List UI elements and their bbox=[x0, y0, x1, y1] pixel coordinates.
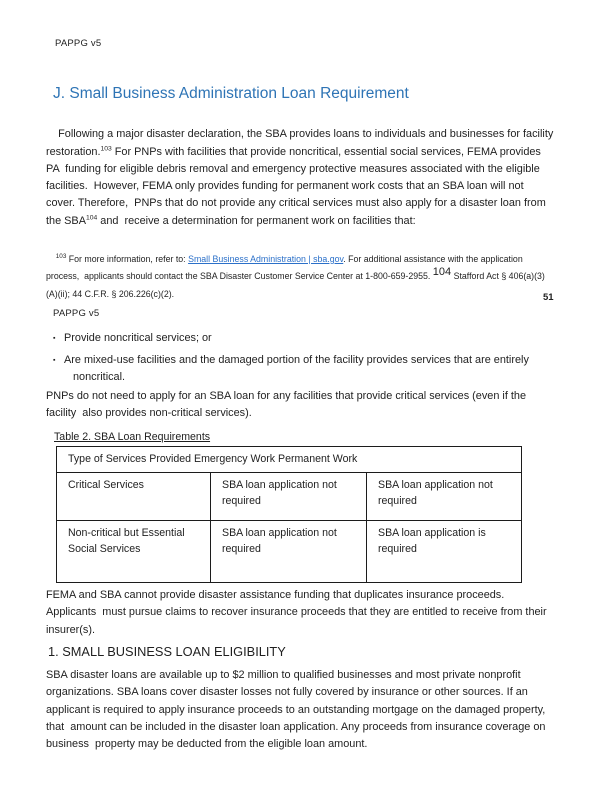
intro-text-1: Following a major disaster declaration, the SBA provides loans to individuals and businesses for facility restoration. bbox=[46, 128, 557, 158]
running-header-doc-version-2: PAPPG v5 bbox=[53, 308, 100, 319]
intro-text-2: For PNPs with facilities that provide noncritical, essential social services, FEMA provides PA funding for eligible debris removal and emergency protective measures associated with the eligible facilities. However, FEMA only provides funding for permanent work costs that an SBA loan will not cover. Therefore, PNPs that do not provide any critical services must also apply for a disaster loan from the SBA bbox=[46, 145, 549, 227]
footnote-103-text-2: . For additional assistance with the application process, applicants should contact the SBA Disaster Customer Service Center at 1-800-659-2955. bbox=[46, 253, 526, 282]
cell-emergency-work: SBA loan application not required bbox=[211, 521, 367, 583]
intro-paragraph bbox=[46, 109, 557, 247]
table-header-cell: Type of Services Provided Emergency Work Permanent Work bbox=[57, 447, 522, 473]
bullet-item-mixed-use bbox=[53, 352, 559, 387]
bullet-item-noncritical bbox=[53, 330, 559, 347]
table-row-noncritical bbox=[57, 521, 522, 583]
bullet-square-icon: ▪ bbox=[53, 357, 56, 364]
footnote-ref-103: 103 bbox=[100, 144, 112, 152]
page-number: 51 bbox=[543, 292, 554, 303]
bullet-text: Provide noncritical services; or bbox=[64, 332, 212, 344]
footnote-104-number: 104 bbox=[432, 266, 452, 279]
table-header-row bbox=[57, 447, 522, 473]
intro-text-3: and receive a determination for permanent work on facilities that: bbox=[97, 214, 416, 227]
footnote-104-text: Stafford Act § 406(a)(3)(A)(ii); 44 C.F.R. § 206.226(c)(2). bbox=[46, 271, 545, 299]
bullet-square-icon: ▪ bbox=[53, 335, 56, 342]
cell-service-type: Non-critical but Essential Social Services bbox=[57, 521, 211, 583]
cell-emergency-work: SBA loan application not required bbox=[211, 473, 367, 521]
table-caption: Table 2. SBA Loan Requirements bbox=[54, 431, 211, 443]
cell-permanent-work: SBA loan application not required bbox=[367, 473, 522, 521]
sba-loan-requirements-table bbox=[56, 446, 522, 583]
footnote-ref-104: 104 bbox=[85, 214, 98, 222]
insurance-paragraph: FEMA and SBA cannot provide disaster assistance funding that duplicates insurance proceeds. Applicants must pursue claims to recover insurance proceeds that they are entitled to receive from their insurer(s). bbox=[46, 589, 550, 636]
running-header-doc-version: PAPPG v5 bbox=[55, 38, 102, 49]
subsection-title: 1. SMALL BUSINESS LOAN ELIGIBILITY bbox=[48, 644, 286, 659]
bullet-text: Are mixed-use facilities and the damaged portion of the facility provides services that are entirely noncritical. bbox=[64, 354, 535, 384]
section-title: J. Small Business Administration Loan Requirement bbox=[53, 85, 409, 102]
footnote-103-number: 103 bbox=[55, 252, 67, 260]
cell-permanent-work: SBA loan application is required bbox=[367, 521, 522, 583]
sba-gov-link[interactable]: Small Business Administration | sba.gov bbox=[188, 253, 344, 264]
eligibility-paragraph: SBA disaster loans are available up to $2 million to qualified businesses and most private nonprofit organizations. SBA loans cover disaster losses not fully covered by insurance or other sources. If an applicant is required to apply insurance proceeds to an outstanding mortgage on the damaged property, that amount can be included in the disaster loan application. Any proceeds from insurance coverage on business property may be deducted from the eligible loan amount. bbox=[46, 669, 549, 751]
cell-service-type: Critical Services bbox=[57, 473, 211, 521]
footnote-block bbox=[46, 233, 553, 321]
footnote-103-text-1: For more information, refer to: bbox=[66, 253, 189, 264]
pnp-paragraph: PNPs do not need to apply for an SBA loan for any facilities that provide critical services (even if the facility also provides non-critical services). bbox=[46, 390, 530, 420]
table-row-critical bbox=[57, 473, 522, 521]
